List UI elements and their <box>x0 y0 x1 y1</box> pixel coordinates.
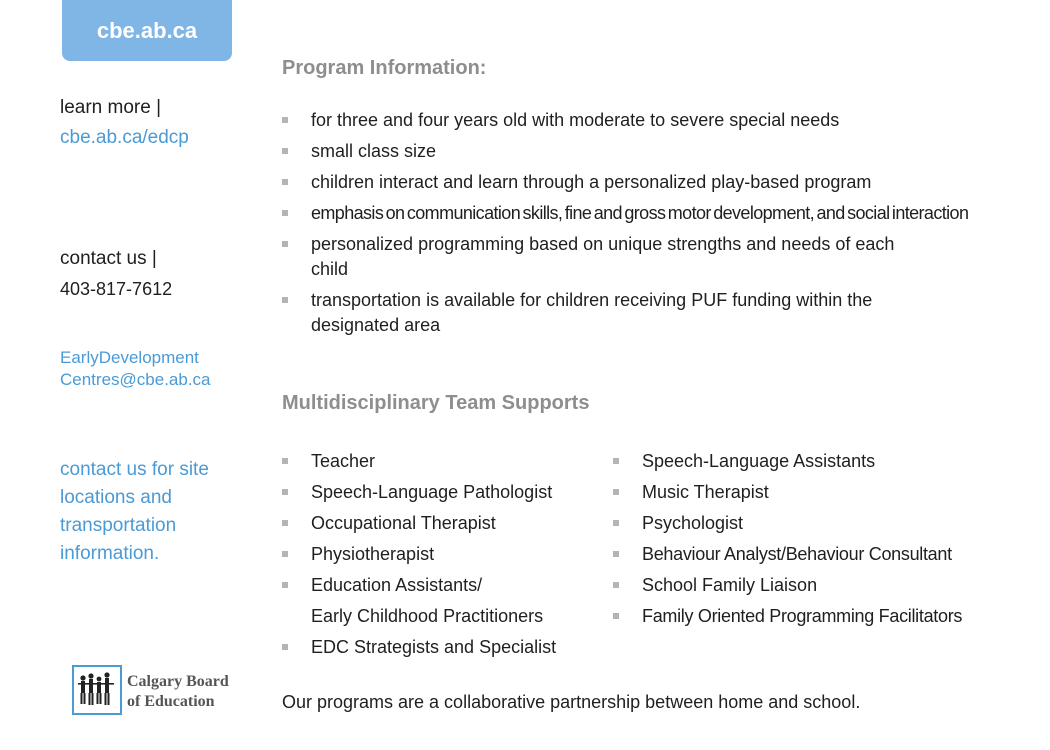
bullet-icon <box>282 582 288 588</box>
list-item: emphasis on communication skills, fine and gross motor development, and social interaction <box>282 201 1002 226</box>
bullet-icon <box>282 489 288 495</box>
site-tab-label: cbe.ab.ca <box>96 17 198 43</box>
bullet-icon <box>282 241 288 247</box>
bullet-icon <box>282 520 288 526</box>
bullet-icon <box>282 179 288 185</box>
list-item: Family Oriented Programming Facilitators <box>613 601 1013 632</box>
list-item: Behaviour Analyst/Behaviour Consultant <box>613 539 1013 570</box>
list-item: Education Assistants/ Early Childhood Practitioners <box>282 570 602 632</box>
logo-wordmark: Calgary Board of Education <box>127 673 229 710</box>
bullet-icon <box>282 117 288 123</box>
bullet-icon <box>613 520 619 526</box>
list-item: Occupational Therapist <box>282 508 602 539</box>
contact-sites-line: transportation <box>60 515 177 536</box>
email-line-1: EarlyDevelopment <box>60 348 199 367</box>
team-heading: Multidisciplinary Team Supports <box>282 392 590 414</box>
program-list <box>282 108 1002 344</box>
people-figures-icon <box>74 667 120 713</box>
list-item: School Family Liaison <box>613 570 1013 601</box>
contact-sites-line: locations and <box>60 487 172 508</box>
bullet-icon <box>613 489 619 495</box>
phone-number: 403-817-7612 <box>60 279 173 299</box>
contact-sites-line: information. <box>60 543 160 564</box>
cbe-logo-icon <box>72 665 122 715</box>
site-tab[interactable] <box>62 0 232 61</box>
list-item: children interact and learn through a personalized play-based program <box>282 170 1002 195</box>
email-link[interactable] <box>60 347 211 391</box>
contact-sites-line: contact us for site <box>60 459 209 480</box>
list-item: personalized programming based on unique strengths and needs of each child <box>282 232 931 282</box>
bullet-icon <box>613 551 619 557</box>
email-line-2: Centres@cbe.ab.ca <box>60 370 211 389</box>
list-item: Speech-Language Assistants <box>613 446 1013 477</box>
bullet-icon <box>613 613 619 619</box>
bullet-icon <box>613 582 619 588</box>
list-item: Music Therapist <box>613 477 1013 508</box>
program-heading: Program Information: <box>282 57 487 79</box>
learn-more-label: learn more | <box>60 97 162 118</box>
bullet-icon <box>282 458 288 464</box>
bullet-icon <box>282 148 288 154</box>
learn-more-block <box>60 93 189 153</box>
list-item: Physiotherapist <box>282 539 602 570</box>
list-item: EDC Strategists and Specialist <box>282 632 602 663</box>
team-list-left <box>282 446 602 663</box>
list-item: Psychologist <box>613 508 1013 539</box>
list-item: for three and four years old with moderate to severe special needs <box>282 108 1002 133</box>
list-item: Teacher <box>282 446 602 477</box>
contact-label: contact us | <box>60 248 157 269</box>
list-item: transportation is available for children receiving PUF funding within the designated area <box>282 288 901 338</box>
contact-sites-link[interactable] <box>60 456 209 568</box>
bullet-icon <box>282 551 288 557</box>
footer-text: Our programs are a collaborative partnership between home and school. <box>282 692 861 712</box>
team-list-right <box>613 446 1013 632</box>
bullet-icon <box>282 210 288 216</box>
bullet-icon <box>613 458 619 464</box>
list-item: small class size <box>282 139 1002 164</box>
list-item: Speech-Language Pathologist <box>282 477 602 508</box>
bullet-icon <box>282 644 288 650</box>
learn-more-link[interactable]: cbe.ab.ca/edcp <box>60 127 189 148</box>
bullet-icon <box>282 297 288 303</box>
contact-block <box>60 244 172 304</box>
